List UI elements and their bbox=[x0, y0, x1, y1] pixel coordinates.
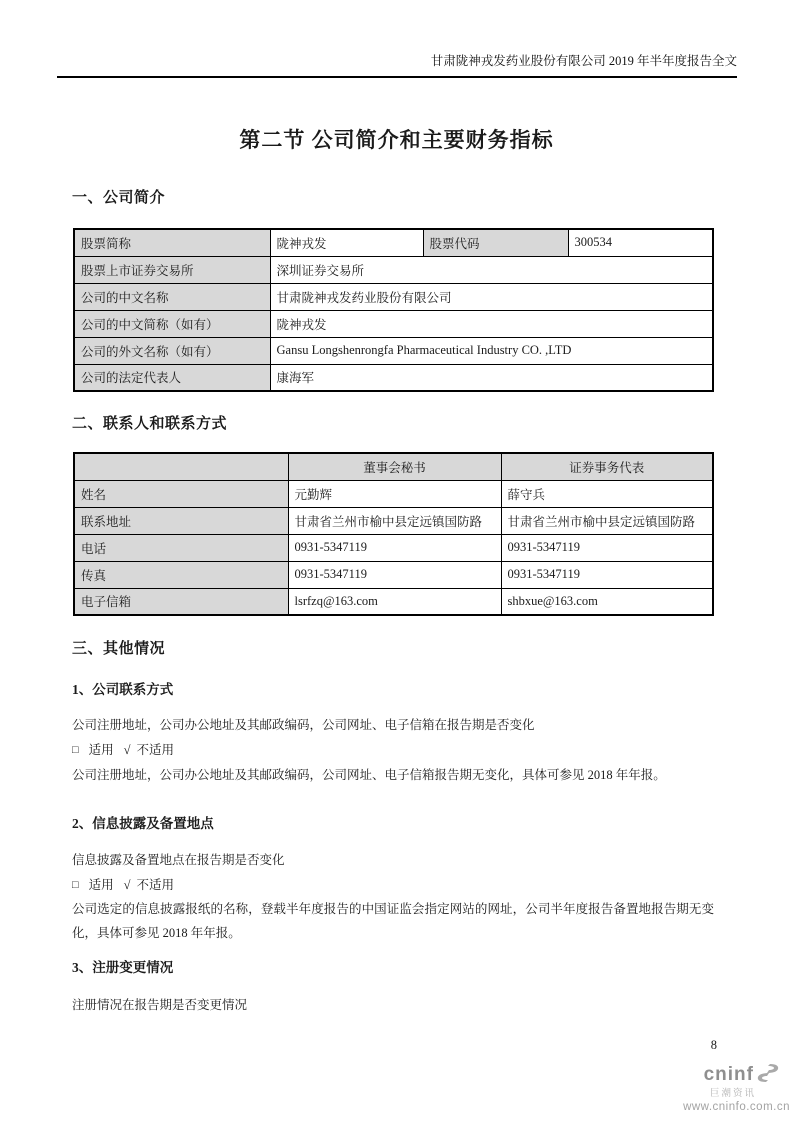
table-row bbox=[74, 229, 713, 256]
section-heading-other: 三、其他情况 bbox=[72, 641, 166, 657]
row-label: 电子信箱 bbox=[74, 588, 288, 615]
empty-header-cell bbox=[74, 453, 288, 480]
section-heading-company-profile: 一、公司简介 bbox=[72, 190, 166, 206]
applicability-line bbox=[72, 875, 174, 893]
row-value: 甘肃陇神戎发药业股份有限公司 bbox=[270, 283, 713, 310]
section-heading-contacts: 二、联系人和联系方式 bbox=[72, 416, 228, 432]
row-label: 姓名 bbox=[74, 480, 288, 507]
answer-text: 公司注册地址，公司办公地址及其邮政编码，公司网址、电子信箱报告期无变化，具体可参见 2018 年年报。 bbox=[72, 768, 666, 782]
representative-value: 0931-5347119 bbox=[501, 561, 713, 588]
table-row bbox=[74, 283, 713, 310]
row-label: 股票上市证券交易所 bbox=[74, 256, 270, 283]
subsection-heading-contact-method: 1、公司联系方式 bbox=[72, 682, 174, 697]
stock-short-name-value: 陇神戎发 bbox=[270, 229, 423, 256]
table-row bbox=[74, 588, 713, 615]
not-applicable-label: 不适用 bbox=[136, 743, 175, 757]
table-header-row bbox=[74, 453, 713, 480]
table-row bbox=[74, 337, 713, 364]
row-label: 公司的中文简称（如有） bbox=[74, 310, 270, 337]
question-text: 公司注册地址，公司办公地址及其邮政编码，公司网址、电子信箱在报告期是否变化 bbox=[72, 718, 535, 732]
page-title: 第二节 公司简介和主要财务指标 bbox=[239, 128, 554, 152]
answer-text: 公司选定的信息披露报纸的名称，登载半年度报告的中国证监会指定网站的网址，公司半年度报告备置地报告期无变化，具体可参见 2018 年年报。 bbox=[72, 902, 714, 940]
cninfo-url: www.cninfo.com.cn bbox=[683, 1101, 790, 1114]
applicable-label: 适用 bbox=[88, 878, 114, 892]
representative-value: 薛守兵 bbox=[501, 480, 713, 507]
row-label: 联系地址 bbox=[74, 507, 288, 534]
checkmark-icon: √ bbox=[123, 878, 131, 892]
checkmark-icon: √ bbox=[123, 743, 131, 757]
secretary-value: 元勤辉 bbox=[288, 480, 501, 507]
cninfo-brand-text: cninf bbox=[703, 1064, 754, 1086]
table-row bbox=[74, 256, 713, 283]
cninfo-swoosh-icon bbox=[756, 1063, 780, 1088]
row-label: 电话 bbox=[74, 534, 288, 561]
applicable-label: 适用 bbox=[88, 743, 114, 757]
checkbox-unchecked-icon: □ bbox=[72, 879, 79, 891]
row-value: Gansu Longshenrongfa Pharmaceutical Industry CO. ,LTD bbox=[270, 337, 713, 364]
stock-short-name-label: 股票简称 bbox=[74, 229, 270, 256]
cninfo-chinese-name: 巨潮资讯 bbox=[709, 1087, 756, 1099]
contacts-table bbox=[73, 452, 714, 616]
secretary-value: 0931-5347119 bbox=[288, 534, 501, 561]
stock-code-label: 股票代码 bbox=[423, 229, 568, 256]
row-label: 公司的法定代表人 bbox=[74, 364, 270, 391]
stock-code-value: 300534 bbox=[568, 229, 713, 256]
secretary-value: lsrfzq@163.com bbox=[288, 588, 501, 615]
board-secretary-header: 董事会秘书 bbox=[288, 453, 501, 480]
row-value: 深圳证券交易所 bbox=[270, 256, 713, 283]
table-row bbox=[74, 534, 713, 561]
securities-rep-header: 证券事务代表 bbox=[501, 453, 713, 480]
representative-value: shbxue@163.com bbox=[501, 588, 713, 615]
question-text: 信息披露及备置地点在报告期是否变化 bbox=[72, 853, 285, 867]
table-row bbox=[74, 364, 713, 391]
secretary-value: 0931-5347119 bbox=[288, 561, 501, 588]
representative-value: 甘肃省兰州市榆中县定远镇国防路 bbox=[501, 507, 713, 534]
table-row bbox=[74, 561, 713, 588]
applicability-line bbox=[72, 740, 174, 758]
table-row bbox=[74, 310, 713, 337]
page-number: 8 bbox=[710, 1038, 717, 1052]
cninfo-logo bbox=[683, 1063, 790, 1114]
running-header: 甘肃陇神戎发药业股份有限公司 2019 年半年度报告全文 bbox=[57, 53, 737, 78]
row-label: 公司的中文名称 bbox=[74, 283, 270, 310]
row-label: 公司的外文名称（如有） bbox=[74, 337, 270, 364]
question-text: 注册情况在报告期是否变更情况 bbox=[72, 998, 248, 1012]
table-row bbox=[74, 480, 713, 507]
row-value: 陇神戎发 bbox=[270, 310, 713, 337]
table-row bbox=[74, 507, 713, 534]
subsection-heading-registration-change: 3、注册变更情况 bbox=[72, 960, 174, 975]
checkbox-unchecked-icon: □ bbox=[72, 744, 79, 756]
row-label: 传真 bbox=[74, 561, 288, 588]
company-info-table bbox=[73, 228, 714, 392]
representative-value: 0931-5347119 bbox=[501, 534, 713, 561]
secretary-value: 甘肃省兰州市榆中县定远镇国防路 bbox=[288, 507, 501, 534]
row-value: 康海军 bbox=[270, 364, 713, 391]
not-applicable-label: 不适用 bbox=[136, 878, 175, 892]
subsection-heading-disclosure: 2、信息披露及备置地点 bbox=[72, 816, 214, 831]
